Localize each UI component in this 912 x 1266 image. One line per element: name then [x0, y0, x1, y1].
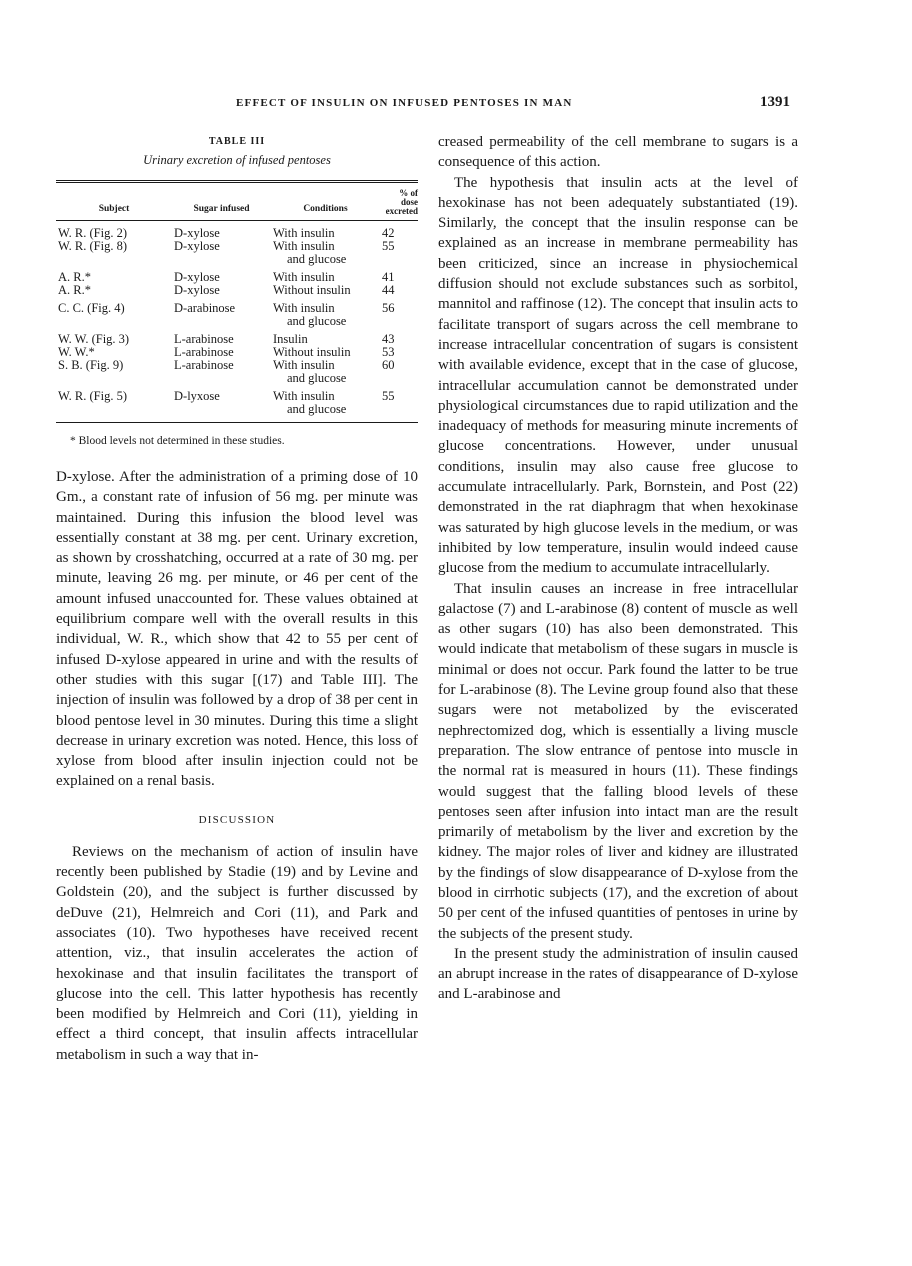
table-label: TABLE III — [208, 136, 266, 147]
table-row — [56, 284, 418, 297]
col-header-pct — [380, 182, 418, 221]
cell-pct: 55 — [382, 389, 395, 403]
condition-line: With insulin — [273, 239, 335, 253]
table-row — [56, 359, 418, 385]
table-row — [56, 221, 418, 241]
cell-subject: C. C. (Fig. 4) — [58, 301, 125, 315]
cell-subject: W. R. (Fig. 5) — [58, 389, 127, 403]
table-row — [56, 385, 418, 423]
condition-line: and glucose — [287, 402, 347, 416]
cell-sugar: D-arabinose — [174, 301, 236, 315]
condition-line: With insulin — [273, 270, 335, 284]
table-caption: Urinary excretion of infused pentoses — [143, 153, 331, 167]
table-row — [56, 266, 418, 284]
condition-line: With insulin — [273, 358, 335, 372]
cell-pct: 44 — [382, 283, 395, 297]
cell-sugar: L-arabinose — [174, 345, 234, 359]
condition-line: and glucose — [287, 252, 347, 266]
running-head: EFFECT OF INSULIN ON INFUSED PENTOSES IN MAN — [236, 97, 573, 109]
condition-line: With insulin — [273, 301, 335, 315]
condition-line: and glucose — [287, 371, 347, 385]
left-column — [56, 132, 418, 1065]
cell-pct: 53 — [382, 345, 395, 359]
cell-subject: W. W.* — [58, 345, 95, 359]
paragraph: D-xylose. After the administration of a priming dose of 10 Gm., a constant rate of infusion of 56 mg. per minute was maintained. During this infusion the blood level was essentially constant at 38 mg. per cent. Urinary excretion, as shown by crosshatching, occurred at a rate of 30 mg. per minute, leaving 26 mg. per minute, or 46 per cent of the amount infused unaccounted for. These values obtained at equilibrium compare well with the overall results in this individual, W. R., which show that 42 to 55 per cent of infused D-xylose appeared in urine and with the results of other studies with this sugar [(17) and Table III]. The injection of insulin was followed by a drop of 38 per cent in blood pentose level in 30 minutes. During this time a slight decrease in urinary excretion was noted. Hence, this loss of xylose from blood after insulin injection could not be explained on a renal basis. — [56, 469, 418, 790]
cell-sugar: D-xylose — [174, 270, 220, 284]
condition-line: Without insulin — [273, 345, 351, 359]
col-header-sugar: Sugar infused — [193, 204, 250, 214]
condition-line: and glucose — [287, 314, 347, 328]
cell-conditions — [271, 221, 380, 241]
col-header-subject: Subject — [98, 204, 130, 214]
cell-subject: W. W. (Fig. 3) — [58, 332, 130, 346]
excretion-table — [56, 180, 418, 423]
cell-conditions — [271, 297, 380, 328]
left-body-text — [56, 467, 418, 1065]
cell-pct: 55 — [382, 239, 395, 253]
right-column — [438, 132, 798, 1005]
paragraph: In the present study the administration of insulin caused an abrupt increase in the rates of disappearance of D-xylose and L-arabinose and — [438, 945, 798, 1003]
paragraph: The hypothesis that insulin acts at the level of hexokinase has not been adequately substantiated (19). Similarly, the concept that the insulin response can be explained as an increase in membrane permeability has been criticized, since an increase in physiochemical diffusion should not exclude substances such as sorbitol, mannitol and raffinose (12). The concept that insulin acts to facilitate transport of sugars across the cell membrane to increase intracellular concentration of sugars is consistent with available evidence, except that in the case of glucose, intracellular accumulation cannot be demonstrated under physiological circumstances due to rapid utilization and the inadequacy of methods for measuring minute increments of glucose concentrations. However, under unusual conditions, insulin may also cause free glucose to accumulate intracellularly. Park, Bornstein, and Post (22) demonstrated in the rat diaphragm that when hexokinase was saturated by high glucose levels in the medium, or was inhibited by low temperature, insulin would indeed cause glucose from the medium to accumulate intracellularly. — [438, 174, 798, 577]
cell-subject: A. R.* — [58, 270, 91, 284]
table-row — [56, 240, 418, 266]
cell-subject: W. R. (Fig. 2) — [58, 226, 127, 240]
condition-line: Without insulin — [273, 283, 351, 297]
cell-subject: S. B. (Fig. 9) — [58, 358, 124, 372]
condition-line: With insulin — [273, 226, 335, 240]
cell-subject: A. R.* — [58, 283, 91, 297]
table-row — [56, 297, 418, 328]
table-row — [56, 328, 418, 346]
cell-sugar: D-lyxose — [174, 389, 220, 403]
condition-line: Insulin — [273, 332, 308, 346]
col-header-pct-line1: % of dose — [399, 188, 418, 207]
cell-sugar: D-xylose — [174, 226, 220, 240]
cell-conditions — [271, 328, 380, 346]
condition-line: With insulin — [273, 389, 335, 403]
paragraph: That insulin causes an increase in free intracellular galactose (7) and L-arabinose (8) content of muscle as well as other sugars (10) has also been demonstrated. This would indicate that metabolism of these sugars in muscle is minimal or does not occur. Park found the latter to be true for L-arabinose (8). The Levine group found also that these sugars were not metabolized by the eviscerated nephrectomized dog, which is essentially a living muscle preparation. The slow entrance of pentose into muscle in the normal rat is measured in hours (11). These findings would suggest that the falling blood levels of these pentoses seen after infusion into intact man are the result primarily of metabolism by the liver and excretion by the kidney. The major roles of liver and kidney are illustrated by the findings of slow disappearance of D-xylose from the blood in cirrhotic subjects (17), and the excretion of about 50 per cent of the infused quantities of pentoses in urine by the subjects of the present study. — [438, 580, 798, 942]
cell-pct: 60 — [382, 358, 395, 372]
cell-conditions — [271, 359, 380, 385]
cell-pct: 42 — [382, 226, 395, 240]
cell-conditions — [271, 385, 380, 423]
cell-sugar: L-arabinose — [174, 358, 234, 372]
section-heading: DISCUSSION — [198, 813, 276, 826]
cell-pct: 56 — [382, 301, 395, 315]
cell-sugar: D-xylose — [174, 283, 220, 297]
table-footnote: * Blood levels not determined in these studies. — [70, 435, 285, 447]
paragraph: creased permeability of the cell membrane to sugars is a consequence of this action. — [438, 134, 798, 171]
table-body — [56, 221, 418, 423]
paragraph: Reviews on the mechanism of action of insulin have recently been published by Stadie (19) and by Levine and Goldstein (20), and the subject is further discussed by deDuve (21), Helmreich and Cori (11), and Park and associates (10). Two hypotheses have received recent attention, viz., that insulin accelerates the action of hexokinase and that insulin facilitates the transport of glucose into the cell. This latter hypothesis has recently been modified by Helmreich and Cori (11), yielding in effect a third concept, that insulin affects intracellular metabolism in such a way that in- — [56, 843, 418, 1063]
table-header-row — [56, 182, 418, 221]
cell-sugar: D-xylose — [174, 239, 220, 253]
cell-conditions — [271, 266, 380, 284]
cell-sugar: L-arabinose — [174, 332, 234, 346]
col-header-conditions: Conditions — [303, 204, 348, 214]
cell-pct: 43 — [382, 332, 395, 346]
cell-pct: 41 — [382, 270, 395, 284]
cell-conditions — [271, 240, 380, 266]
cell-subject: W. R. (Fig. 8) — [58, 239, 127, 253]
cell-conditions — [271, 284, 380, 297]
col-header-pct-line2: excreted — [385, 206, 418, 216]
page-number: 1391 — [760, 94, 790, 110]
